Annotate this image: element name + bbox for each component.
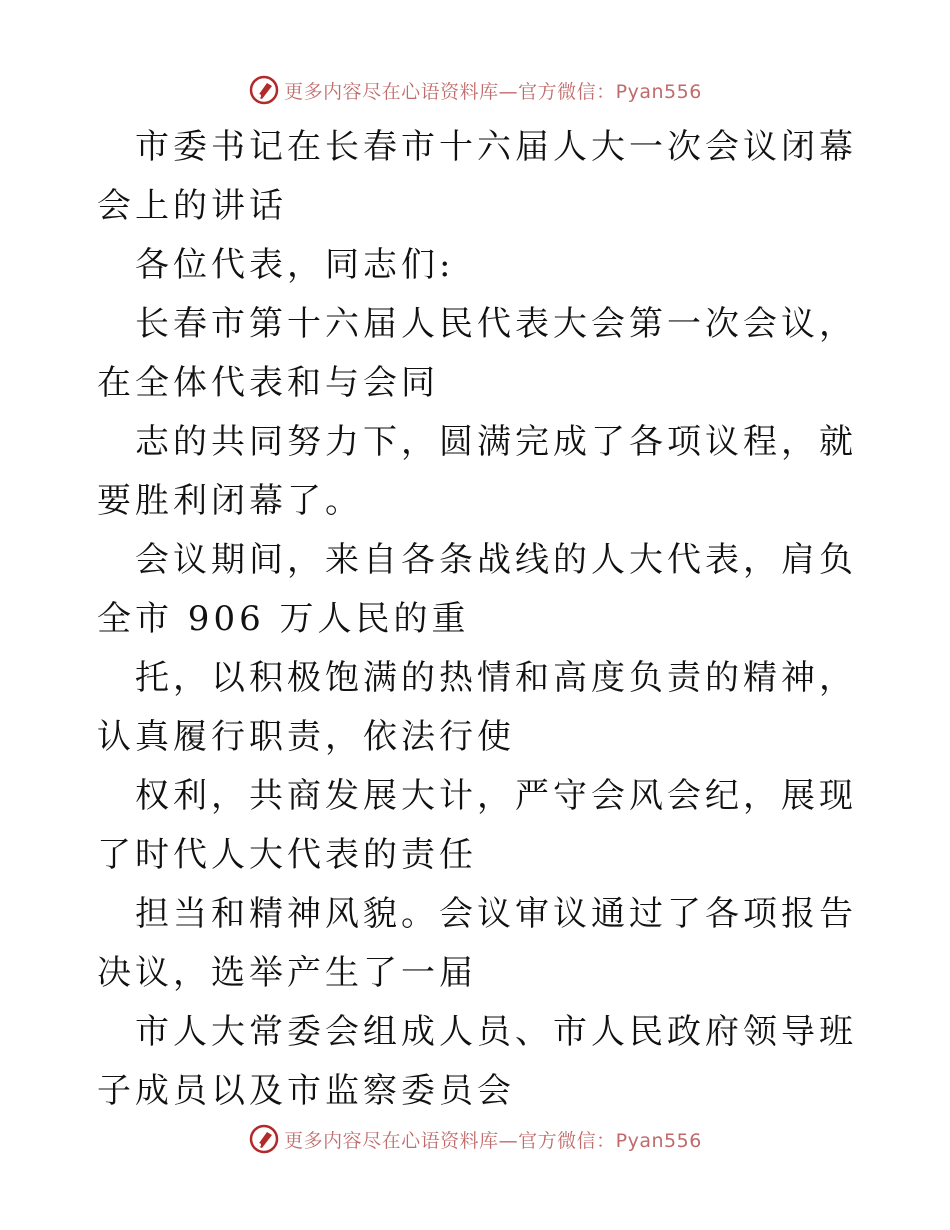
pen-nib-circle-icon	[248, 1123, 280, 1155]
paragraph: 会议期间，来自各条战线的人大代表，肩负全市 906 万人民的重	[97, 540, 857, 639]
paragraph: 托，以积极饱满的热情和高度负责的精神，认真履行职责，依法行使	[97, 658, 857, 757]
header-banner	[0, 70, 950, 110]
header-banner-text: 更多内容尽在心语资料库—官方微信：Pyan556	[284, 80, 702, 103]
paragraph: 权利，共商发展大计，严守会风会纪，展现了时代人大代表的责任	[97, 776, 857, 875]
document-body	[97, 118, 857, 1121]
paragraph: 担当和精神风貌。会议审议通过了各项报告决议，选举产生了一届	[97, 894, 857, 993]
document-title: 市委书记在长春市十六届人大一次会议闭幕会上的讲话	[97, 127, 857, 226]
footer-banner-text: 更多内容尽在心语资料库—官方微信：Pyan556	[284, 1129, 702, 1152]
footer-banner	[0, 1119, 950, 1159]
pen-nib-circle-icon	[248, 74, 280, 106]
paragraph: 市人大常委会组成人员、市人民政府领导班子成员以及市监察委员会	[97, 1012, 857, 1111]
salutation: 各位代表，同志们:	[135, 245, 455, 285]
paragraph: 志的共同努力下，圆满完成了各项议程，就要胜利闭幕了。	[97, 422, 857, 521]
paragraph: 长春市第十六届人民代表大会第一次会议，在全体代表和与会同	[97, 304, 857, 403]
